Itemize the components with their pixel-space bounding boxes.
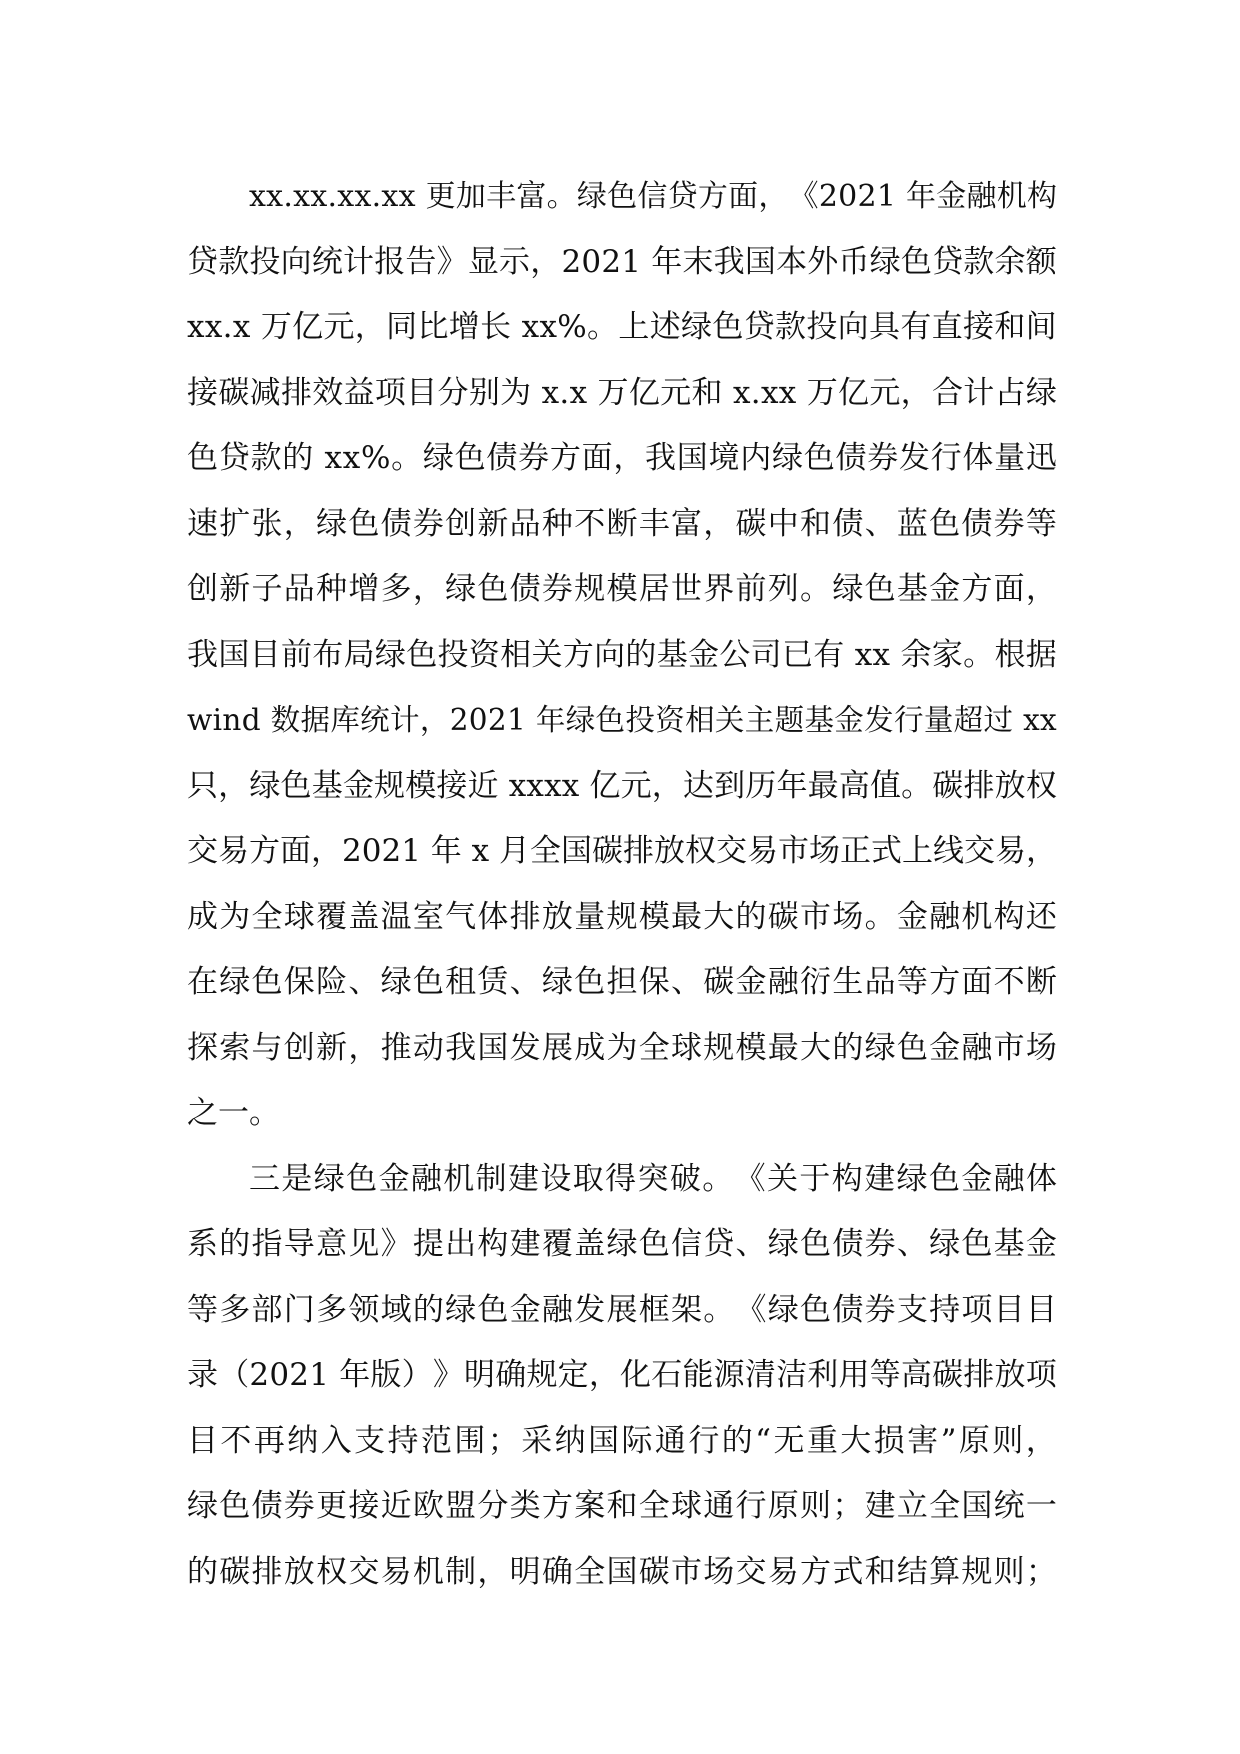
text-line: 录 （ 2 0 2 1 年 版 ） 》 明 确 规 定 ， 化 石 能 源 清 洁 利 用 等 高 碳 排 放 项	[187, 1357, 1057, 1393]
text-line: 之一。	[187, 1095, 280, 1131]
text-line: 接 碳 减 排 效 益 项 目 分 别 为 x . x 万 亿 元 和 x . x x 万 亿 元 ， 合 计 占 绿	[187, 374, 1057, 411]
body-text	[187, 164, 1057, 1605]
text-line: 我 国 目 前 布 局 绿 色 投 资 相 关 方 向 的 基 金 公 司 已 有 x x 余 家 。 根 据	[187, 636, 1057, 673]
text-line: 探 索 与 创 新 ， 推 动 我 国 发 展 成 为 全 球 规 模 最 大 的 绿 色 金 融 市 场	[187, 1029, 1057, 1066]
text-line: 交 易 方 面 ， 2 0 2 1 年 x 月 全 国 碳 排 放 权 交 易 市 场 正 式 上 线 交 易 ，	[187, 833, 1057, 869]
text-line: 速 扩 张 ， 绿 色 债 券 创 新 品 种 不 断 丰 富 ， 碳 中 和 债 、 蓝 色 债 券 等	[187, 505, 1057, 542]
text-line: 色 贷 款 的 x x % 。 绿 色 债 券 方 面 ， 我 国 境 内 绿 色 债 券 发 行 体 量 迅	[187, 440, 1057, 476]
text-line: 只 ， 绿 色 基 金 规 模 接 近 x x x x 亿 元 ， 达 到 历 年 最 高 值 。 碳 排 放 权	[187, 767, 1057, 804]
text-line: 成 为 全 球 覆 盖 温 室 气 体 排 放 量 规 模 最 大 的 碳 市 场 。 金 融 机 构 还	[187, 898, 1057, 935]
text-line: 创 新 子 品 种 增 多 ， 绿 色 债 券 规 模 居 世 界 前 列 。 绿 色 基 金 方 面 ，	[187, 571, 1057, 607]
text-line: 三 是 绿 色 金 融 机 制 建 设 取 得 突 破 。 《 关 于 构 建 绿 色 金 融 体	[249, 1160, 1057, 1197]
text-line: 等 多 部 门 多 领 域 的 绿 色 金 融 发 展 框 架 。 《 绿 色 债 券 支 持 项 目 目	[187, 1291, 1057, 1328]
text-line: 目 不 再 纳 入 支 持 范 围 ； 采 纳 国 际 通 行 的 “ 无 重 大 损 害 ” 原 则 ，	[187, 1422, 1057, 1459]
text-line: 贷 款 投 向 统 计 报 告 》 显 示 ， 2 0 2 1 年 末 我 国 本 外 币 绿 色 贷 款 余 额	[187, 243, 1057, 280]
text-line: 绿 色 债 券 更 接 近 欧 盟 分 类 方 案 和 全 球 通 行 原 则 ； 建 立 全 国 统 一	[187, 1488, 1057, 1524]
text-line: x x . x x . x x . x x 更 加 丰 富 。 绿 色 信 贷 方 面 ， 《 2 0 2 1 年 金 融 机 构	[249, 179, 1057, 214]
text-line: x x . x 万 亿 元 ， 同 比 增 长 x x % 。 上 述 绿 色 贷 款 投 向 具 有 直 接 和 间	[187, 309, 1057, 345]
text-line: 系 的 指 导 意 见 》 提 出 构 建 覆 盖 绿 色 信 贷 、 绿 色 债 券 、 绿 色 基 金	[187, 1226, 1057, 1262]
text-line: w i n d 数 据 库 统 计 ， 2 0 2 1 年 绿 色 投 资 相 关 主 题 基 金 发 行 量 超 过 x x	[187, 703, 1057, 737]
text-line: 的 碳 排 放 权 交 易 机 制 ， 明 确 全 国 碳 市 场 交 易 方 式 和 结 算 规 则 ；	[187, 1553, 1057, 1590]
text-line: 在 绿 色 保 险 、 绿 色 租 赁 、 绿 色 担 保 、 碳 金 融 衍 生 品 等 方 面 不 断	[187, 964, 1057, 1000]
